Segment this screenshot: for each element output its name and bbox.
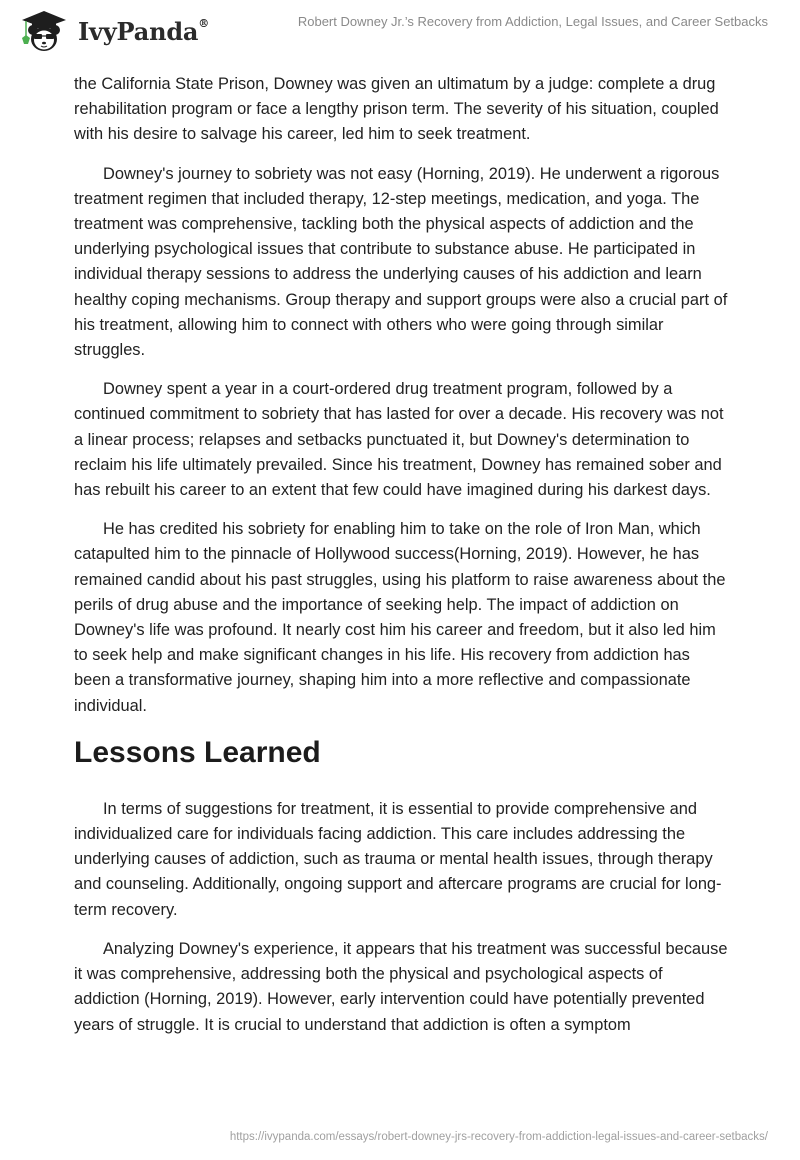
essay-body	[74, 72, 729, 1052]
paragraph: Downey's journey to sobriety was not easy (Horning, 2019). He underwent a rigorous treatment regimen that included therapy, 12-step meetings, medication, and yoga. The treatment was comprehensive, tackling both the physical aspects of addiction and the underlying psychological issues that contribute to substance abuse. He participated in individual therapy sessions to address the underlying causes of his addiction and learn healthy coping mechanisms. Group therapy and support groups were also a crucial part of his treatment, allowing him to connect with others who were going through similar struggles.	[74, 164, 728, 360]
ivypanda-logo[interactable]	[18, 8, 209, 54]
paragraph: Downey spent a year in a court-ordered drug treatment program, followed by a continued commitment to sobriety that has lasted for over a decade. His recovery was not a linear process; relapses and setbacks punctuated it, but Downey's determination to reclaim his life ultimately prevailed. Since his treatment, Downey has remained sober and has rebuilt his career to an extent that few could have imagined during his darkest days.	[74, 380, 724, 500]
section-heading: Lessons Learned	[74, 735, 321, 769]
paragraph: the California State Prison, Downey was given an ultimatum by a judge: complete a drug rehabilitation program or face a lengthy prison term. The severity of his situation, coupled with his desire to salvage his career, led him to seek treatment.	[74, 75, 719, 144]
page-header	[0, 0, 800, 60]
logo-wordmark: IvyPanda®	[78, 16, 210, 46]
paragraph: He has credited his sobriety for enabling him to take on the role of Iron Man, which catapulted him to the pinnacle of Hollywood success(Horning, 2019). However, he has remained candid about his past struggles, using his platform to raise awareness about the perils of drug abuse and the importance of seeking help. The impact of addiction on Downey's life was profound. It nearly cost him his career and freedom, but it also led him to seek help and make significant changes in his life. His recovery from addiction has been a transformative journey, shaping him into a more reflective and compassionate individual.	[74, 520, 726, 715]
paragraph: Analyzing Downey's experience, it appears that his treatment was successful because it was comprehensive, addressing both the physical and psychological aspects of addiction (Horning, 2019). However, early intervention could have potentially prevented years of struggle. It is crucial to understand that addiction is often a symptom	[74, 939, 728, 1034]
source-url-link[interactable]: https://ivypanda.com/essays/robert-downey-jrs-recovery-from-addiction-legal-issues-and-career-setbacks/	[229, 1131, 768, 1143]
panda-graduate-icon	[18, 8, 70, 54]
document-title: Robert Downey Jr.’s Recovery from Addiction, Legal Issues, and Career Setbacks	[297, 14, 768, 29]
paragraph: In terms of suggestions for treatment, it is essential to provide comprehensive and individualized care for individuals facing addiction. This care includes addressing the underlying causes of addiction, such as trauma or mental health issues, through therapy and counseling. Additionally, ongoing support and aftercare programs are crucial for long-term recovery.	[74, 799, 722, 919]
